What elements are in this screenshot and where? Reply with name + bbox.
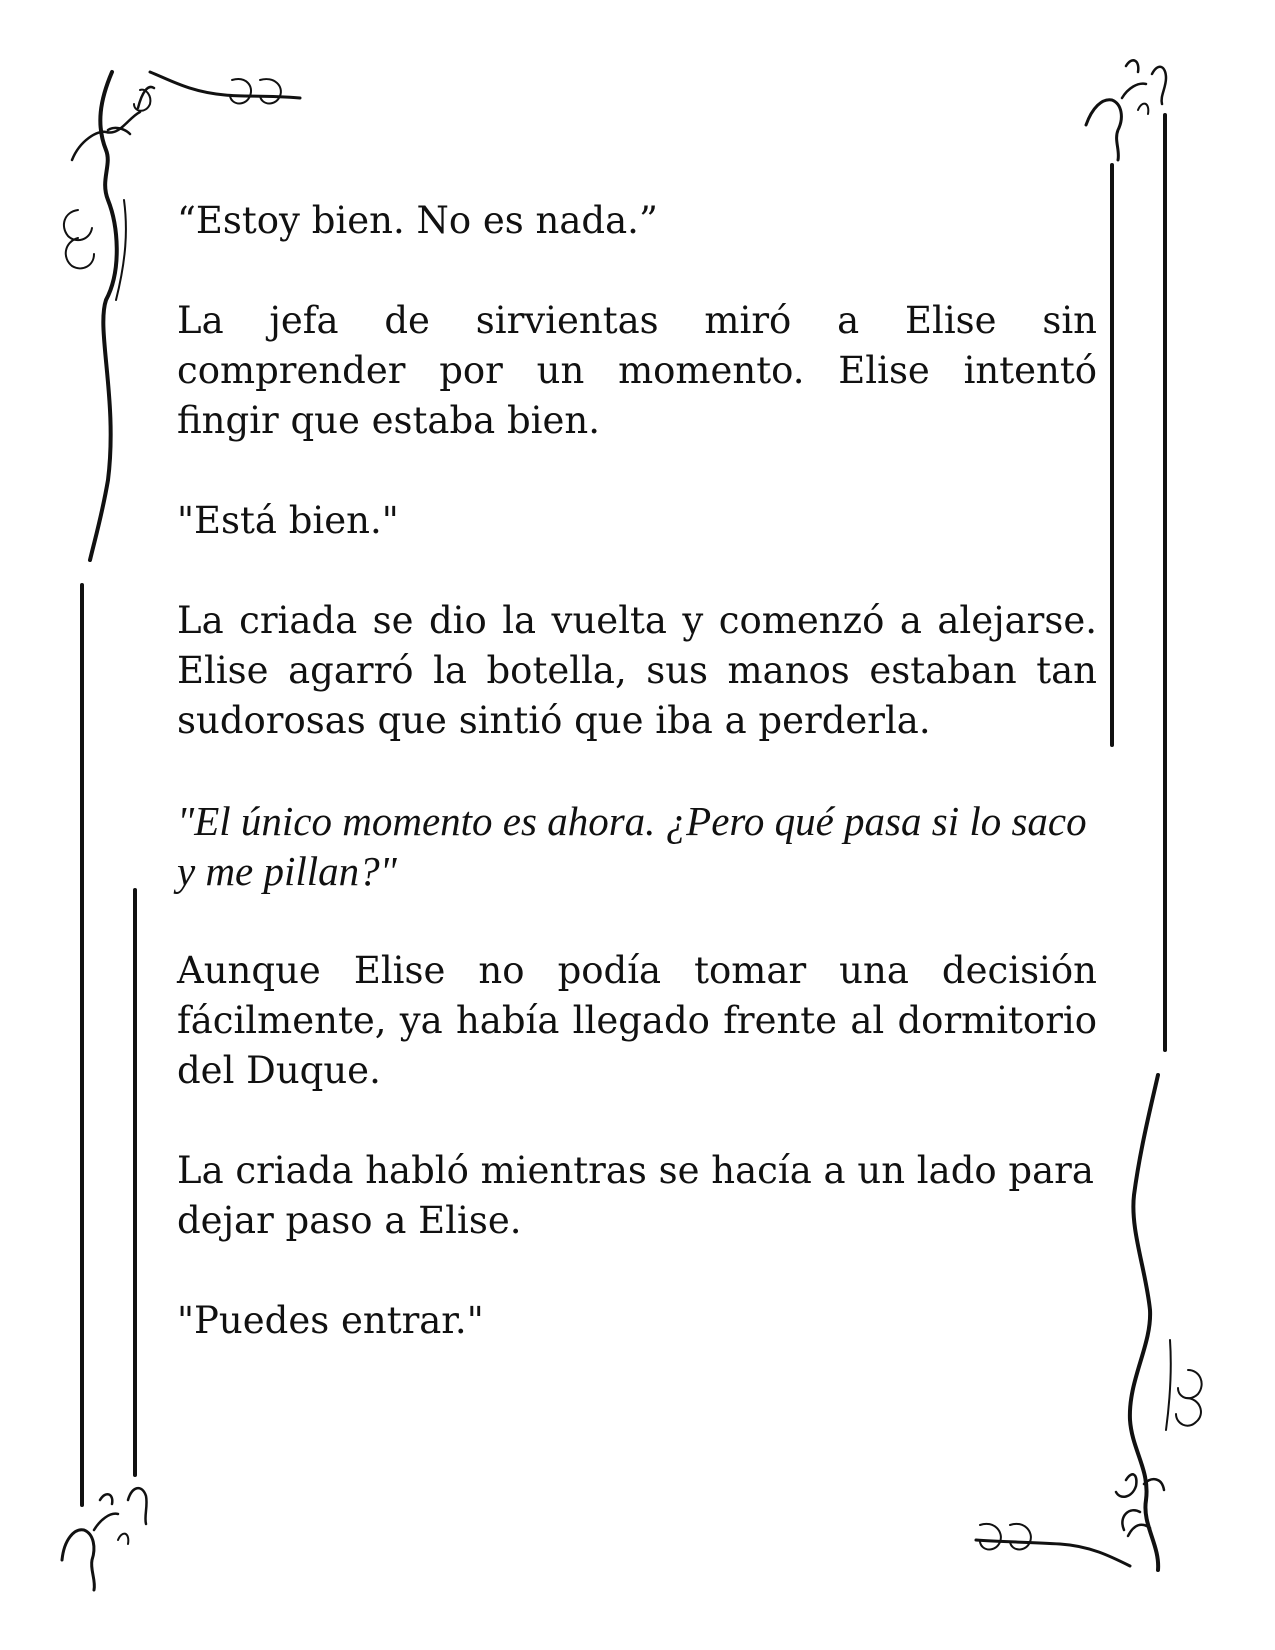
paragraph-3: "Está bien."	[177, 499, 399, 542]
paragraph-8: "Puedes entrar."	[177, 1299, 484, 1342]
top-right-flourish-icon	[1086, 60, 1166, 160]
paragraph-5-thought: "El único momento es ahora. ¿Pero qué pasa si lo saco y me pillan?"	[177, 798, 1087, 894]
paragraph-4: La criada se dio la vuelta y comenzó a alejarse. Elise agarró la botella, sus manos estaban tan sudorosas que sintió que iba a perderla.	[177, 599, 1097, 742]
paragraph-7: La criada habló mientras se hacía a un lado para dejar paso a Elise.	[177, 1149, 1094, 1242]
paragraph-1: “Estoy bien. No es nada.”	[177, 199, 658, 242]
bottom-left-flourish-icon	[62, 1488, 147, 1590]
paragraph-6: Aunque Elise no podía tomar una decisión fácilmente, ya había llegado frente al dormitorio del Duque.	[177, 949, 1097, 1092]
text-body	[177, 196, 1097, 1396]
paragraph-2: La jefa de sirvientas miró a Elise sin comprender por un momento. Elise intentó fingir que estaba bien.	[177, 299, 1097, 442]
